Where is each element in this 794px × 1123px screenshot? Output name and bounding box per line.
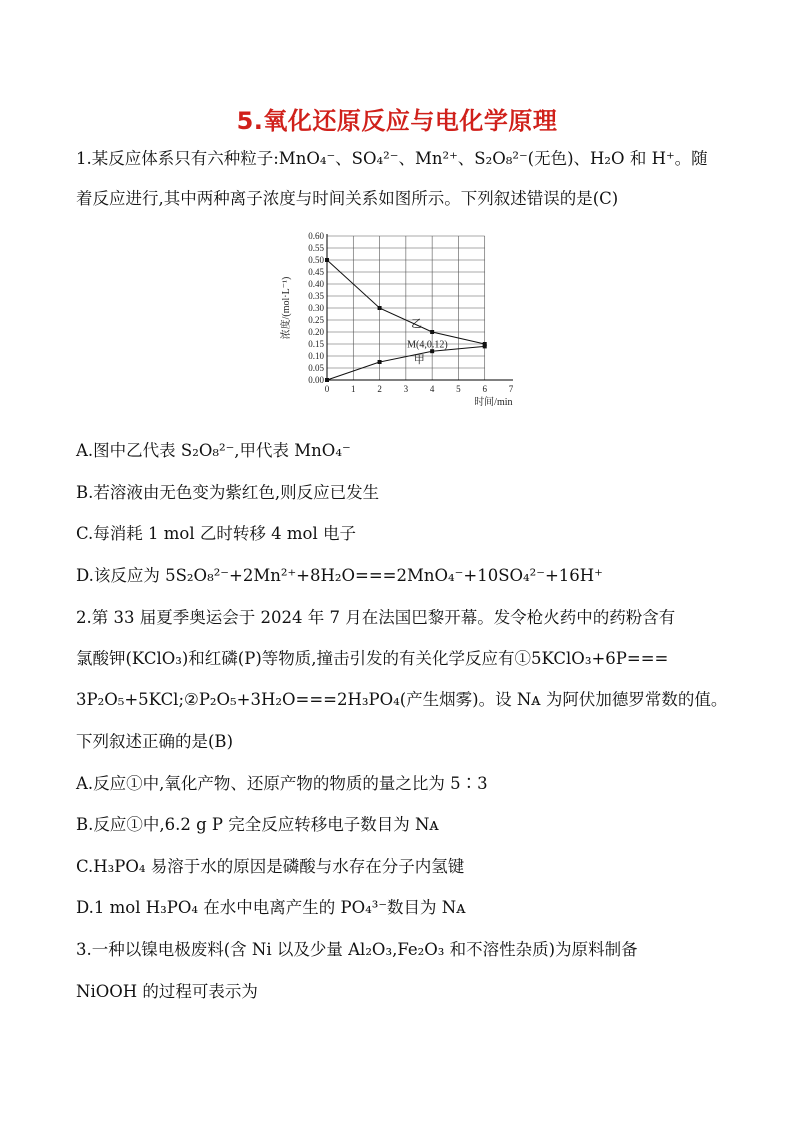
y-tick-label: 0.25 — [308, 315, 324, 325]
data-point — [325, 378, 329, 382]
y-tick-label: 0.35 — [308, 291, 324, 301]
y-tick-label: 0.10 — [308, 351, 324, 361]
q2-stem-line1: 2.第 33 届夏季奥运会于 2024 年 7 月在法国巴黎开幕。发令枪火药中的药粉含有 — [76, 608, 676, 627]
q3-stem-line1: 3.一种以镍电极废料(含 Ni 以及少量 Al₂O₃,Fe₂O₃ 和不溶性杂质)为原料制备 — [76, 940, 638, 959]
q2-option-b: B.反应①中,6.2 g P 完全反应转移电子数目为 Nᴀ — [76, 815, 439, 834]
x-tick-label: 5 — [456, 384, 461, 394]
y-tick-labels — [308, 231, 324, 385]
q2-option-d: D.1 mol H₃PO₄ 在水中电离产生的 PO₄³⁻数目为 Nᴀ — [76, 898, 466, 917]
y-tick-label: 0.55 — [308, 243, 324, 253]
data-point — [378, 360, 382, 364]
y-tick-label: 0.50 — [308, 255, 324, 265]
x-tick-label: 2 — [377, 384, 382, 394]
x-tick-labels — [325, 384, 514, 394]
y-tick-label: 0.30 — [308, 303, 324, 313]
y-tick-label: 0.20 — [308, 327, 324, 337]
series-label-yi: 乙 — [411, 318, 423, 331]
series-label-jia: 甲 — [413, 354, 425, 367]
y-tick-label: 0.15 — [308, 339, 324, 349]
chart-grid — [327, 236, 485, 380]
concentration-time-chart — [275, 228, 525, 410]
data-point — [430, 330, 434, 334]
q1-stem-line1: 1.某反应体系只有六种粒子:MnO₄⁻、SO₄²⁻、Mn²⁺、S₂O₈²⁻(无色)、H₂O 和 H⁺。随 — [76, 149, 708, 168]
y-axis-label: 浓度/(mol·L⁻¹) — [281, 276, 292, 340]
y-tick-label: 0.05 — [308, 363, 324, 373]
q2-stem-line3: 3P₂O₅+5KCl;②P₂O₅+3H₂O===2H₃PO₄(产生烟雾)。设 Nᴀ 为阿伏加德罗常数的值。 — [76, 690, 728, 709]
data-point — [325, 258, 329, 262]
x-tick-label: 1 — [351, 384, 356, 394]
y-tick-label: 0.40 — [308, 279, 324, 289]
q2-stem-line4: 下列叙述正确的是(B) — [76, 732, 233, 751]
q1-option-b: B.若溶液由无色变为紫红色,则反应已发生 — [76, 483, 380, 502]
x-tick-label: 3 — [403, 384, 409, 394]
x-axis-label: 时间/min — [474, 397, 513, 408]
point-m-annotation: M(4,0.12) — [407, 339, 448, 351]
x-tick-label: 6 — [482, 384, 487, 394]
q1-option-a: A.图中乙代表 S₂O₈²⁻,甲代表 MnO₄⁻ — [76, 441, 351, 460]
q2-option-c: C.H₃PO₄ 易溶于水的原因是磷酸与水存在分子内氢键 — [76, 857, 465, 876]
y-tick-label: 0.60 — [308, 231, 324, 241]
q2-option-a: A.反应①中,氧化产物、还原产物的物质的量之比为 5∶3 — [76, 774, 488, 793]
data-point — [378, 306, 382, 310]
q1-stem-line2: 着反应进行,其中两种离子浓度与时间关系如图所示。下列叙述错误的是(C) — [76, 189, 619, 208]
q2-stem-line2: 氯酸钾(KClO₃)和红磷(P)等物质,撞击引发的有关化学反应有①5KClO₃+6P=== — [76, 649, 669, 668]
q1-option-d: D.该反应为 5S₂O₈²⁻+2Mn²⁺+8H₂O===2MnO₄⁻+10SO₄²⁻+16H⁺ — [76, 566, 603, 585]
data-point — [483, 344, 487, 348]
q3-stem-line2: NiOOH 的过程可表示为 — [76, 982, 258, 1001]
q1-option-c: C.每消耗 1 mol 乙时转移 4 mol 电子 — [76, 524, 356, 543]
x-tick-label: 7 — [508, 384, 514, 394]
page-title: 5.氧化还原反应与电化学原理 — [236, 107, 558, 135]
x-tick-label: 0 — [324, 384, 330, 394]
x-tick-label: 4 — [429, 384, 435, 394]
y-tick-label: 0.45 — [308, 267, 324, 277]
y-tick-label: 0.00 — [308, 375, 324, 385]
